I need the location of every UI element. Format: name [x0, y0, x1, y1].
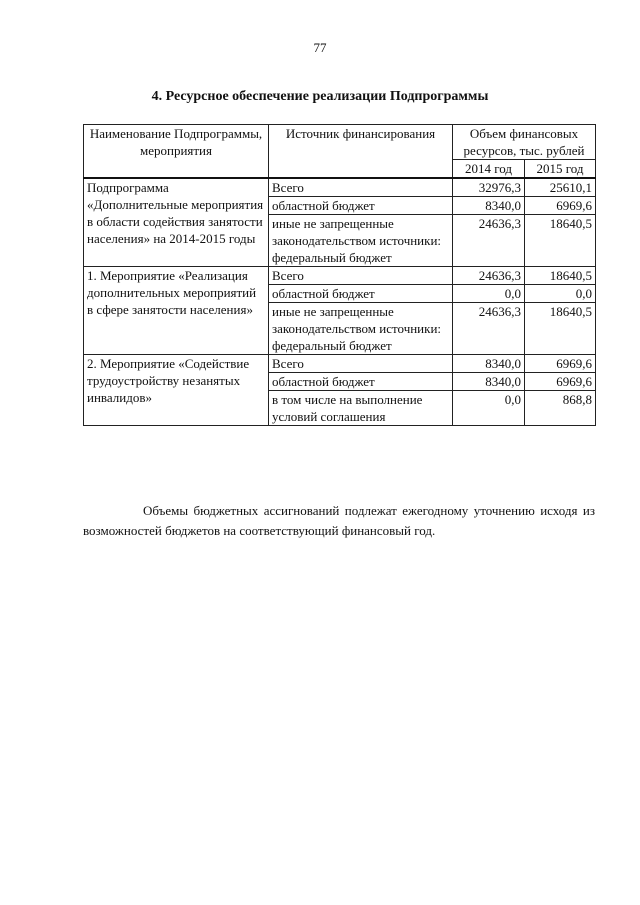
header-year-2015: 2015 год [525, 160, 596, 179]
value-2015-cell: 18640,5 [525, 267, 596, 285]
value-2015-cell: 868,8 [525, 391, 596, 426]
value-2014-cell: 32976,3 [453, 178, 525, 197]
value-2014-cell: 8340,0 [453, 355, 525, 373]
value-2015-cell: 18640,5 [525, 215, 596, 267]
value-2015-cell: 6969,6 [525, 197, 596, 215]
value-2014-cell: 24636,3 [453, 215, 525, 267]
header-year-2014: 2014 год [453, 160, 525, 179]
value-2015-cell: 6969,6 [525, 355, 596, 373]
table-row [84, 178, 596, 197]
value-2015-cell: 18640,5 [525, 303, 596, 355]
section-title: 4. Ресурсное обеспечение реализации Подпрограммы [151, 89, 489, 104]
value-2014-cell: 24636,3 [453, 303, 525, 355]
value-2014-cell: 0,0 [453, 391, 525, 426]
value-2014-cell: 0,0 [453, 285, 525, 303]
header-volume: Объем финансовых ресурсов, тыс. рублей [453, 125, 596, 160]
value-2015-cell: 6969,6 [525, 373, 596, 391]
source-cell: областной бюджет [269, 197, 453, 215]
table-row [84, 267, 596, 285]
source-cell: Всего [269, 267, 453, 285]
source-cell: Всего [269, 355, 453, 373]
table-header-row [84, 125, 596, 160]
group-name-subprogram: Подпрограмма «Дополнительные мероприятия в области содействия занятости населения» на 2014-2015 годы [84, 178, 269, 267]
footnote-paragraph: Объемы бюджетных ассигнований подлежат ежегодному уточнению исходя из возможностей бюджетов на соответствующий финансовый год. [83, 503, 595, 538]
group-name-measure-2: 2. Мероприятие «Содействие трудоустройству незанятых инвалидов» [84, 355, 269, 426]
value-2014-cell: 8340,0 [453, 197, 525, 215]
header-source: Источник финансирования [269, 125, 453, 179]
source-cell: областной бюджет [269, 285, 453, 303]
value-2015-cell: 0,0 [525, 285, 596, 303]
source-cell: в том числе на выполнение условий соглашения [269, 391, 453, 426]
source-cell: Всего [269, 178, 453, 197]
header-name: Наименование Подпрограммы, мероприятия [84, 125, 269, 179]
value-2014-cell: 24636,3 [453, 267, 525, 285]
funding-table [83, 124, 596, 426]
value-2014-cell: 8340,0 [453, 373, 525, 391]
source-cell: иные не запрещенные законодательством источники: федеральный бюджет [269, 215, 453, 267]
value-2015-cell: 25610,1 [525, 178, 596, 197]
page-number: 77 [313, 40, 327, 55]
group-name-measure-1: 1. Мероприятие «Реализация дополнительных мероприятий в сфере занятости населения» [84, 267, 269, 355]
source-cell: иные не запрещенные законодательством источники: федеральный бюджет [269, 303, 453, 355]
table-row [84, 355, 596, 373]
source-cell: областной бюджет [269, 373, 453, 391]
